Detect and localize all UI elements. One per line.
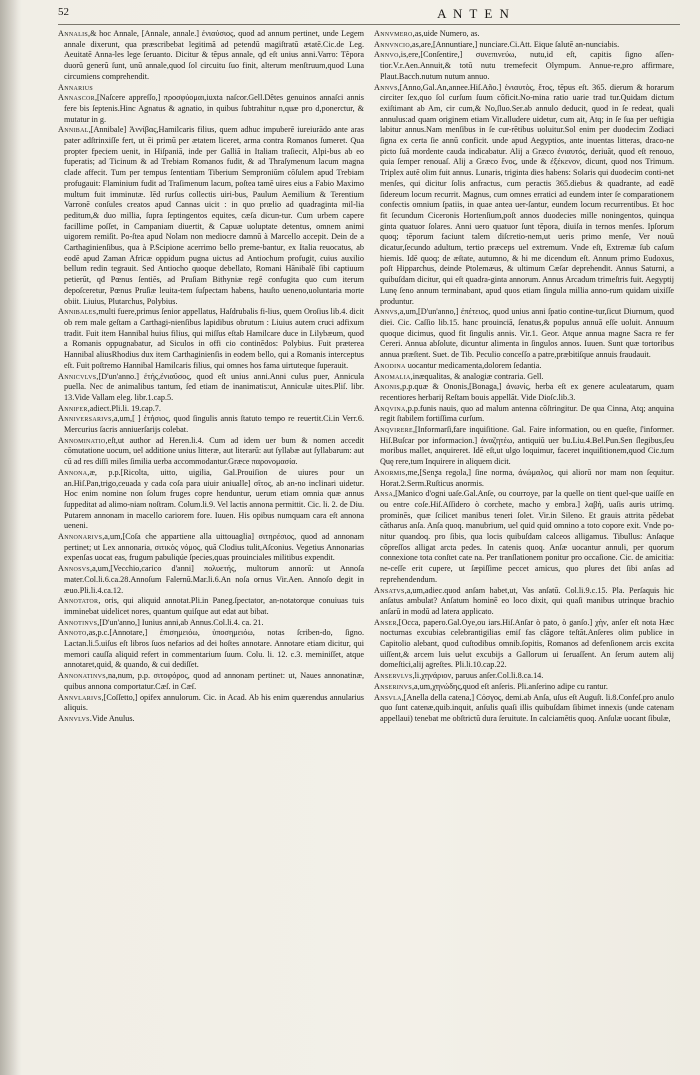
- dictionary-entry: [374, 40, 674, 51]
- entry-headword: Annvmero: [374, 29, 413, 38]
- dictionary-entry: [374, 50, 674, 82]
- entry-headword: Anonis: [374, 382, 401, 392]
- right-column: [374, 29, 674, 1064]
- dictionary-entry: [58, 83, 364, 94]
- dictionary-entry: [58, 618, 364, 629]
- dictionary-entry: [58, 564, 364, 596]
- dictionary-entry: [374, 682, 674, 693]
- entry-definition: ,a,um,χηνώδης,quod eſt anſeris. Pli.anſerino adipe cu rantur.: [411, 681, 608, 691]
- running-head: [58, 6, 680, 25]
- entry-definition: ,[Manico d'ogni uaſe.Gal.Anſe, ou courroye, par la quelle on tient quel-que uaiſſe en ou entre coſe.Hiſ.Aſſidero ò corchete, macho y embra.] λαβή, uaſis auris utrimq. prominēs, quæ ſcilicet manibus teneri ſolet. Vir.in Sileno. Et grauis attrita pēdebat cātharus anſa. Anſa quoq. manubrium, uel quid quid omnino a toto copore exit. Vnde po-nitur quandoq. pro ſibis, qua locis quibuſdam calceos alligamus. Tibullus: Anſaque cōpreſſos alligat arcta pedes. In catenis quoq. Anſæ uocantur annuli, per quorum connexione tota conſtet cate na. Per tranſlationem ponitur pro occaſione. Cic. de amicitia: ne-ceſſe erit cupere, ut ſæpiſſime peccet amicus, quo plures det ſibi anſas ad reprehendendum.: [380, 489, 674, 584]
- dictionary-entry: [374, 29, 674, 40]
- entry-definition: ,[Informarſi,fare inquiſitione. Gal. Faire information, ou en queſte, ſ'informer. Hiſ.Buſcar por informacion.] ἀναζητέω, antiquiū uer bu.Liu.4.Bel.Pun.Sen ſlegibus,ſeu moribus mallet, anquireret. Idē eſt,ut ulgo loquimur, faceret inquiſitionem,quod Cic.tum Quę rere,tum Inquirere in aliquem dicit.: [380, 425, 674, 467]
- dictionary-entry: [374, 83, 674, 308]
- page-number: 52: [58, 6, 69, 18]
- entry-headword: Annibales: [58, 307, 97, 317]
- dictionary-entry: [58, 628, 364, 671]
- entry-headword: Anserinvs: [374, 681, 412, 691]
- entry-definition: ,inæqualitas, & analogiæ contraria. Gell.: [410, 371, 544, 381]
- entry-headword: Annonatinvs: [58, 671, 106, 681]
- entry-headword: Annvlvs: [58, 714, 90, 723]
- entry-headword: Anqvirere: [374, 425, 413, 435]
- entry-headword: Ansa: [374, 489, 394, 499]
- dictionary-entry: [374, 404, 674, 425]
- entry-definition: ,a,um,[Coſa che appartiene alla uittouaglia] σιτηρέσιος, quod ad annonam pertinet; ut Lex annonaria, σιτικὸς νόμος, quā Clodius tulit,Aſconius. Vegetius Annonarias expenſas uocat eas, frugum pabuliqúe ſpecies,quas prouinciales militibus expendit.: [64, 532, 364, 563]
- dictionary-entry: [374, 693, 674, 725]
- entry-definition: ,adiect.Pli.li. 19.cap.7.: [87, 403, 161, 413]
- dictionary-entry: [374, 586, 674, 618]
- dictionary-entry: [58, 414, 364, 435]
- entry-definition: , oris, qui aliquid annotat.Pli.in Paneg.ſpectator, an-notatorque conuiuas tuis imminebat uidelicet nores, quantum quiſque aut edat aut bibat.: [64, 596, 364, 616]
- entry-headword: Annvs: [374, 307, 398, 317]
- gutter-shadow: [0, 0, 22, 1075]
- dictionary-entry: [374, 671, 674, 682]
- entry-definition: ,[D'un'anno.] ἐτής,ἐνιαῦσος, quod eſt unius anni.Anni culus puer, Annicula puella. Nec de animalibus tantum, ſed etiam de inanimatis:ut, Anniculæ uites.Pliſ. libr. 13.Vide Vallam eleg. libr.1.cap.5.: [64, 371, 364, 402]
- entry-definition: ,& hoc Annale, [Annale, annale.] ἐνιαύσιος, quod ad annum pertinet, unde Legem annale dixerunt, qua præscribebat legitimã ad petendū magiſtratū ætatē.Cic.de Leg. Aeuitatē Anna-les lege ſeruanto. Dicitur & tẽpus annale, qđ eſt unius anni.Varro: Tẽpora duorũ generũ ſunt, unū annale,quod ſol circuitu ſuo finit, alterum menſtruum,quod Luna circumiens comprehendit.: [64, 29, 364, 81]
- entry-headword: Annvncio: [374, 39, 410, 49]
- dictionary-entry: [374, 489, 674, 585]
- entry-definition: ,[Coſſetto,] opifex annulorum. Cic. in Acad. Ab his enim quærendus annularius aliquis.: [64, 692, 364, 713]
- dictionary-entry: [374, 425, 674, 468]
- entry-headword: Annominatio: [58, 435, 106, 445]
- entry-definition: ,na,num, p.p. σιτοφόρος, quod ad annonam pertinet: ut, Naues annonatinæ, quibus annona comportatur.Cæſ. in Cæſ.: [64, 671, 364, 691]
- dictionary-entry: [58, 532, 364, 564]
- left-column: [58, 29, 364, 1064]
- entry-headword: Anservlvs: [374, 671, 413, 681]
- entry-headword: Annonarivs: [58, 532, 103, 542]
- entry-headword: Annona: [58, 467, 88, 477]
- entry-definition: ,[Annibale] Ἀννίβας,Hamilcaris filius, quem adhuc impuberē iureiurādo ante aras pater adſtrinxiſſe fert, ut ēi primū per ætatem liceret, arma contra Romanos ſumeret. Qua propter fpeciem uenit, in Hiſpaniā, inde per Galliā in Italiam traſiecit, Alpi-bus ab eo fuperatis; ad Ticinum & ad Trebiam Romanos fudit, & ad Thraſymenum lacum magna clade affecit. Tum per tempus ſententiam Tiberium Semproniūm cōſulem apud Trebiam profugauit: Flaminium fudit ad Traſimenum lacum, poſtea tamē uires eius a Fabio Maximo multum fuit imminutæ. Iēd rurſus collectis uiri-bus, Paulum Aemilium & Terentium Varronē conſules creatos apud Cannas uicit : in quo prœlio ad quadraginta mil-lia peditum,& duo millia, ſupra ſeptingentos equites, cæſa dicun-tur. Cum urbem capere facillime poſſet, in Campaniam diuertit, & Capuæ uoluptate detentus, omnem animi uigorem remiſit. Po-ſtea apud Nolam non mediocre damnū à Marcello accepit. Dein de a Carthaginienſibus, qua à P.Scipione acerrimo bello preme-bantur, ex Italia reuocatus, ab eodē apud Zaman Africæ oppidum pugna uictus ad Antiochum profugit, cuius auxilio bellum redin tegrauit. Sed Antiocho quoque debellato, Romani Hānibalē ſibi captiuum petierūt, qđ Pœnus ſentiēs, ad Pruſiam Bithyniæ regē confugita quo cum iterum depoſceretur, Pœnus Pruſiæ leuita-tem ſuſpectam habens, hauſto ueneno,uoluntaria morte obiit. Liuius, Plutarchus, Polybius.: [64, 125, 364, 306]
- entry-headword: Annascor: [58, 93, 95, 103]
- entry-definition: ,li.χηνάριον, paruus anſer.Col.li.8.ca.14.: [412, 671, 544, 681]
- dictionary-entry: [58, 404, 364, 415]
- entry-definition: ,[Occa, papero.Gal.Oye,ou iars.Hiſ.Anſar ò pato, ò ganſo.] χὴν, anſer eſt nota Hæc nocturnas excubias celebrantigilias emiſ fas clāgore teſtāt.Anſeres olim publice in Capitolio alebant, quod cuſtodibus omnib.ſopitis, Romanos ad defenſionem arcis excita uiſſent,& arcem luis uelut excubijs a Gallorum ui ſeruaſſent. An ſerum autem alij domeſtici,alij agreſtes. Pli.li.10.cap.22.: [380, 617, 674, 670]
- entry-headword: Ansatvs: [374, 585, 405, 595]
- entry-definition: ,[D'un'anno,] Iunius anni,ab Annus.Col.li.4. ca. 21.: [97, 617, 264, 627]
- dictionary-entry: [374, 382, 674, 403]
- entry-headword: Annifer: [58, 403, 88, 413]
- dictionary-entry: [58, 307, 364, 371]
- dictionary-entry: [58, 693, 364, 714]
- entry-headword: Anser: [374, 617, 397, 627]
- entry-headword: Annotinvs: [58, 617, 98, 627]
- dictionary-entry: [58, 596, 364, 617]
- entry-headword: Annotator: [58, 596, 99, 606]
- entry-definition: ,a,um,[ ] ἐτήσιος, quod ſingulis annis ſtatuto tempo re reuertit.Ci.in Verr.6. Mercurius ſacris anniuerſarijs colebat.: [64, 414, 364, 435]
- dictionary-entry: [374, 307, 674, 361]
- entry-definition: ,multi fuere,primus ſenior appellatus, Haſdrubalis fi-lius, quem Oroſius lib.4. dicit ob rem male geſtam a Carthagi-nienſibus lapidibus obrutum : Liuius autem cruci adfixum tradit. Fuit item Hannibal huius filius, qui miſſus eſtab Hamilcare duce in Lilybæum, quod a Romanis oppugnabatur, ad Siculos in offi cio continēdos: Polybius. Fuit præterea Hannibal aliusRhodius dux item Carthaginienſis in eodem bello, qui a Romanis interceptus eſt. Fuit poſtremo Hannibal Hamilcaris filius, qui omnes hos fama uirtuteque ſuperauit.: [64, 307, 364, 370]
- dictionary-columns: [58, 29, 680, 1064]
- entry-definition: .Vide Anulus.: [89, 714, 135, 723]
- entry-definition: ,a,um,[Vecchio,carico d'anni] πολυετής, multorum annorū: ut Annoſa mater.Col.li.6.ca.28.Annoſum Falernū.Mar.li.6.An noſa ornus Vir.Aen. Annoſo degit in æuo.Pli.li.4.ca.12.: [64, 564, 364, 595]
- entry-headword: Annvlarivs: [58, 692, 102, 702]
- dictionary-entry: [58, 436, 364, 468]
- entry-headword: Annicvlvs: [58, 371, 97, 381]
- running-title: A N T E N: [437, 6, 511, 21]
- entry-definition: ,[Naſcere appreſſo,] προσφύομαι,iuxta naſcor.Gell.Dêtes genuinos annaſci annis fere bis ſeptenis.Hinc Agnatus & agnatio, in quibus ſubtrahitur n,quæ pro d,ponerctur, & mutatur in g.: [64, 93, 364, 124]
- entry-definition: ,eſt,ut author ad Heren.li.4. Cum ad idem uer bum & nomen accedit cōmutatione uocum, uel additione unius litteræ, aut literarū: aut ſyllabæ aut ſyllabarum: aut cū ad res diſſi miles ſimilia uerba accommodantur.Græce παρονομασία.: [64, 435, 364, 467]
- entry-headword: Annosvs: [58, 564, 91, 574]
- entry-definition: ,[Anella della catena,] Cόσγος, demi.ab Anſa, uſus eſt Auguſt. li.8.Confeſ.pro anulo quo ſunt catenæ,quib.inquit, anſulis quaſi illis quibuſdam ſibimet innexis (unde catenam appellaui) tenebat me obſtrictū dura ſeruitute. In calciamētis quoq. Anſulæ uocant ſibulæ,: [380, 692, 674, 723]
- entry-definition: ,is,ere,[Conſentire,] συνεπινεύω, nutu,id eſt, capitis ſigno aſſen-tior.V.r.Aen.Annuit,& totū nutu tremefecit Olympum. Annue-re,pro affirmare, Plaut.Bacch.nutum nutum annuo.: [380, 50, 674, 81]
- dictionary-entry: [374, 468, 674, 489]
- dictionary-entry: [374, 372, 674, 383]
- entry-headword: Anqvina: [374, 403, 406, 413]
- entry-definition: ,[Anno,Gal.An,annee.Hiſ.Año.] ἐνιαυτὸς, ἔτος, tēpus eſt. 365. dierum & horarum circiter ſex,quo ſol curſum ſuum cōficit.No-mina ratio uarie trad tur.Quidam dictum exiſtimant ab Am, cir cum,& No,ſluo.Ser.ab annulo deducit, quod in ſe redeat, quali annulus:ad quam originem etiam Vir.alludere uidetur, cum ait, Atq; in ſe ſua per ueſtigia labitur annus.Nam menſibus in ſe cur-rētibus uoluitur.Sol enim per duodecim Zodiaci ſigna ex certa ſie annū conficit. unde apud Aegyptios, ante inuentas litteras, draco-ne picto ſuā mordente cauda indicabatur. Alij a Græco ἐνιαυτός, deriuāt, quod eſt renouo, quia ſemper renouaſ. Alij a Græco ἔνος, unde & ἐξέκενον, dicunt, quod nos Trimum. Triplex autē olim fuit annus. Lunaris, triginta dies habens: Solaris qui duodecim conti-net menſes, qui dicitur ſolis anfractus, cum peractis 365.diebus & quadrante, ad eadē ſidereum locum recurrit. Magnus, cum omnes erratici ad eundem inter ſe comparationem confectis omnium ſpatiis, in quae antea uer-ſantur, eundem locum recurrentibus. Et hoc fit ſecundum Ciceronis Hortenſium,poſt annos duodecies mille noningentos, quinqua ginta quatuor ſolares. Anni uero quatuor ſunt tēpora, diuiſa in ternos menſes. Ipſorum quoq; tēporum faciunt talem diſcretio-nem,ut ueris primo menſe, Ver nouū dicatur,ſecundo adultum, tertio præceps uel extremum. Vnde eſt, Extremæ ſub caſum hiemis. Idē quoq; de æſtate, autumno, & hi me dicendum eſt. Annum primo Eudoxus, poſt Hipparchus, deinde Ptolemæus, & ultimum Cæſar deprehendit. Annus Saturni, a quibuſdam dicitur, qui eſt quadra-ginta annorum. Annus Arcadum trimeſtris fuit. Aegyptij Lunę ſeno annum terminabant, apud quos etiam ſingula millia anno-rum quidam uixiſſe produntur.: [380, 82, 674, 306]
- entry-definition: ,æ, p.p.[Ricolta, uitto, uigilia, Gal.Prouiſion de uiures pour un an.Hiſ.Pan,trigo,ceuada y cada coſa para uiuir aniualle] σῖτος, ab an-no inclinari uidetur. Hoc enim nomine non ſolum fruges copre henduntur, uerum etiam omnia quæ annus ſuppeditat ad alimo-niam noſtram. Colum.li.9. Vel lactis annona permittit. Cic. li. 2. de Diu. Putarem annonam in macello cariorem fore. Iuuen. His opibus numquam cara eſt annona ueneni.: [64, 467, 364, 531]
- entry-headword: Anodina: [374, 360, 406, 370]
- entry-headword: Annalis: [58, 29, 89, 38]
- dictionary-entry: [58, 714, 364, 725]
- entry-definition: ,as,p.c.[Annotare,] ἐπισημειόω, ὑποσημειόω, notas ſcriben-do, ſigno. Lactan.li.5.uiſus eſt libros ſuos nefarios ad dei hoſtes annotare. Annotare etiam dicitur, qui memori cauſſa aliquid refert in commentarium ſuum. Colu. li. 12. c.3. meminiſſet, atque annotaret,quid, & quando, & cui dediſſet.: [64, 628, 364, 670]
- entry-headword: Anomalia: [374, 371, 411, 381]
- entry-headword: Anormis: [374, 467, 406, 477]
- entry-headword: Anniversarivs: [58, 414, 112, 424]
- entry-headword: Ansvla: [374, 692, 402, 702]
- dictionary-entry: [58, 671, 364, 692]
- dictionary-entry: [374, 618, 674, 672]
- entry-definition: ,as,uide Numero, as.: [412, 29, 480, 38]
- dictionary-entry: [374, 361, 674, 372]
- entry-definition: ,p.p.quæ & Ononis,[Bonaga,] ἀνωνίς, herba eſt ex genere aculeatarum, quam recentiores herbarij Reſtam bouis appellāt. Vide Dioſc.lib.3.: [380, 382, 674, 402]
- dictionary-entry: [58, 468, 364, 532]
- entry-headword: Annvo: [374, 50, 399, 60]
- entry-headword: Annibal: [58, 125, 89, 135]
- entry-definition: ,me,[Senƺa regola,] ſine norma, ἀνώμαλος, qui aliorū nor mam non ſequitur. Horat.2.Serm.Ruſticus anormis.: [380, 467, 674, 488]
- dictionary-entry: [58, 372, 364, 404]
- entry-definition: ,as,are,[Annuntiare,] nunciare.Ci.Att. Eique ſalutē an-nunciabis.: [409, 39, 620, 49]
- entry-headword: Annvs: [374, 82, 398, 92]
- entry-definition: ,p.p.funis nauis, quo ad malum antenna cōſtringitur. De qua Cinna, Atq; anquina regit ſtabilem fortiſſima curſum.: [380, 403, 674, 424]
- entry-definition: uocantur medicamenta,dolorem ſedantia.: [405, 360, 542, 370]
- dictionary-entry: [58, 93, 364, 125]
- entry-headword: Annarius: [58, 82, 93, 92]
- entry-definition: ,a,um,[D'un'anno,] ἐπέτειος, quod unius anni ſpatio contine-tur,ſicut Diurnum, quod diei. Cic. Caſſio lib.15. hanc prouinciā, ſenatus,& populus annuā eſſe uoluit. Annuum quoque dicimus, quod fit ſingulis annis. Vir.1. Geor. Atque annua magne Sacra re fer Cereri. Annua abſolute, dicuntur alimenta in ſingulos annos. Iuuen. Sunt quæ tortoribus annua præſtent. Suet. de Tib. Peculio conceſſo a patre,præbitiſque annuis fraudauit.: [380, 307, 674, 360]
- dictionary-entry: [58, 125, 364, 307]
- dictionary-entry: [58, 29, 364, 83]
- entry-definition: ,a,um,adiec.quod anſam habet,ut, Vas anſatū. Col.li.9.c.15. Pla. Perſaquis hic anſatus ambulat? Anſatum hominē eo loco dixit, qui quaſi manibus utrinque brachio anſarū in modū ad latera applicato.: [380, 585, 674, 616]
- entry-headword: Annoto: [58, 628, 87, 638]
